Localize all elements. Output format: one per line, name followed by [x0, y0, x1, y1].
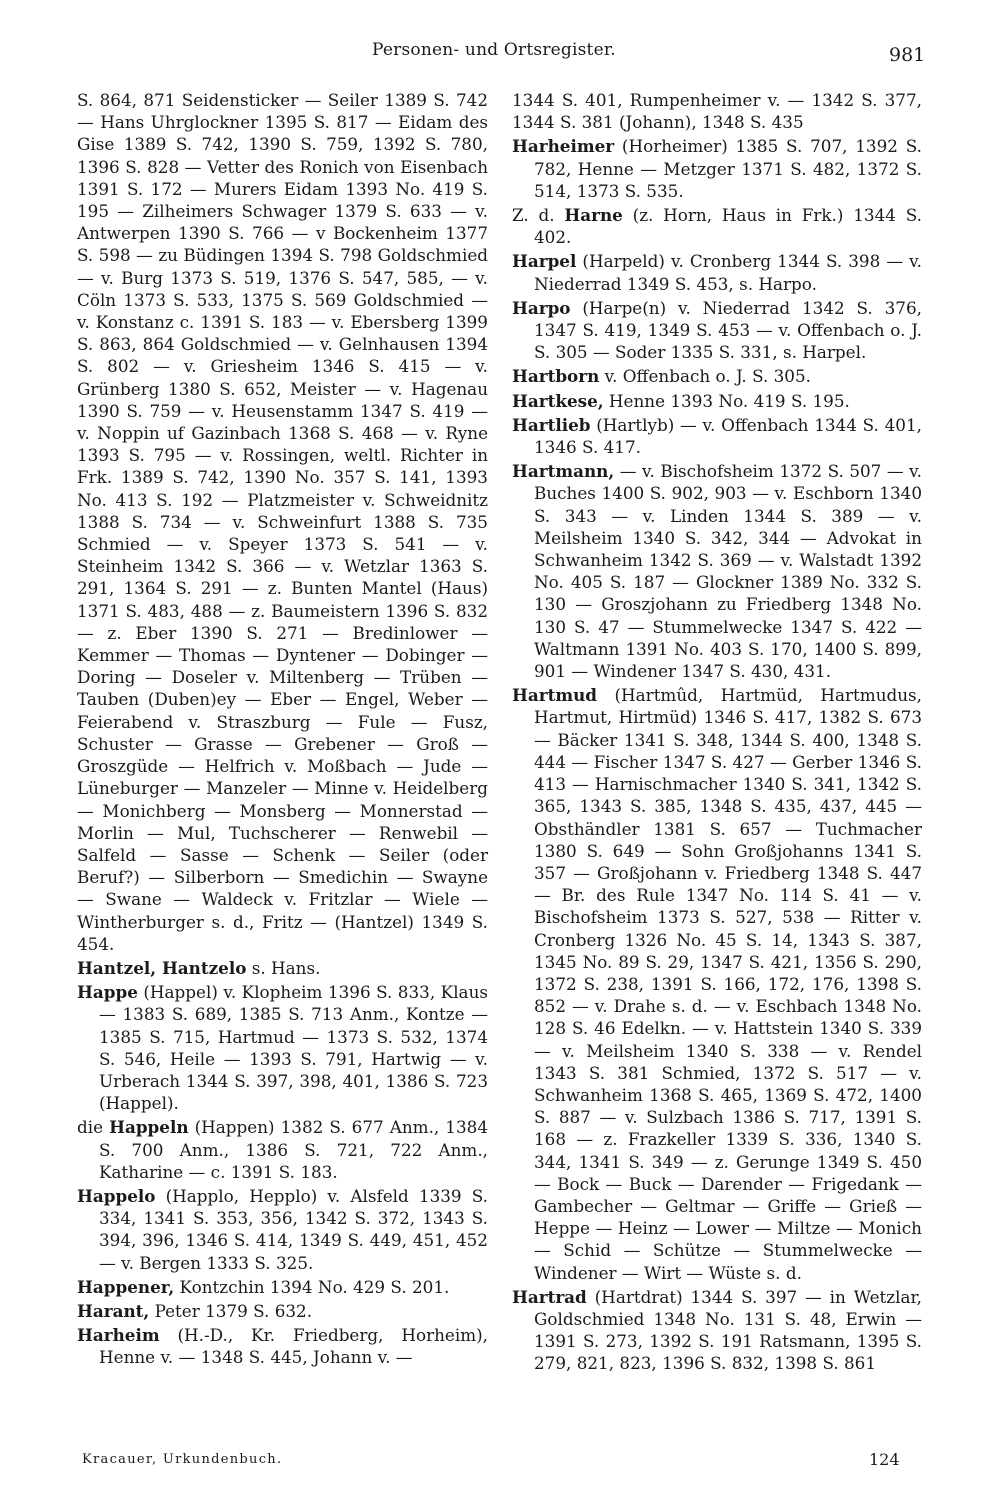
- index-entry: [512, 365, 922, 387]
- entry-keyword: Hartlieb: [512, 414, 591, 435]
- entry-keyword: Hartmann,: [512, 461, 615, 482]
- index-entry: [512, 250, 922, 294]
- entry-text: Henne 1393 No. 419 S. 195.: [603, 390, 850, 411]
- entry-prefix: Z. d.: [512, 205, 565, 226]
- entry-text: — v. Bischofsheim 1372 S. 507 — v. Buches 1400 S. 902, 903 — v. Eschborn 1340 S. 343 — v. Linden 1344 S. 389 — v. Meilsheim 1340 S. 342, 344 — Advokat in Schwanheim 1342 S. 369 — v. Walstadt 1392 No. 405 S. 187 — Glockner 1389 No. 332 S. 130 — Groszjohann zu Friedberg 1348 No. 130 S. 47 — Stummelwecke 1347 S. 422 — Waltmann 1391 No. 403 S. 170, 1400 S. 899, 901 — Windener 1347 S. 430, 431.: [534, 461, 922, 682]
- index-entry: [512, 390, 922, 412]
- entry-keyword: Hartmud: [512, 685, 598, 706]
- entry-keyword: Harpo: [512, 297, 571, 318]
- footer-signature: 124: [869, 1450, 900, 1469]
- entry-keyword: Harheim: [77, 1325, 160, 1346]
- left-column: [77, 89, 488, 1371]
- index-entry: [77, 1300, 488, 1322]
- footer-source: Kracauer, Urkundenbuch.: [82, 1452, 283, 1467]
- entry-text: (Hartmûd, Hartmüd, Hartmudus, Hartmut, Hirtmüd) 1346 S. 417, 1382 S. 673 — Bäcker 1341 S. 348, 1344 S. 400, 1348 S. 444 — Fischer 1347 S. 427 — Gerber 1346 S. 413 — Harnischmacher 1340 S. 341, 1342 S. 365, 1343 S. 385, 1348 S. 435, 437, 445 — Obsthändler 1381 S. 657 — Tuchmacher 1380 S. 649 — Sohn Großjohanns 1341 S. 357 — Großjohann v. Friedberg 1348 S. 447 — Br. des Rule 1347 No. 114 S. 41 — v. Bischofsheim 1373 S. 527, 538 — Ritter v. Cronberg 1326 No. 45 S. 14, 1343 S. 387, 1345 No. 89 S. 29, 1347 S. 421, 1356 S. 290, 1372 S. 238, 1391 S. 166, 172, 176, 1398 S. 852 — v. Drahe s. d. — v. Eschbach 1348 No. 128 S. 46 Edelkn. — v. Hattstein 1340 S. 339 — v. Meilsheim 1340 S. 338 — v. Rendel 1343 S. 381 Schmied, 1372 S. 517 — v. Schwanheim 1368 S. 465, 1369 S. 472, 1400 S. 887 — v. Sulzbach 1386 S. 717, 1391 S. 168 — z. Frazkeller 1339 S. 336, 1340 S. 344, 1341 S. 349 — z. Gerunge 1349 S. 450 — Bock — Buck — Darender — Frigedank — Gambecher — Geltmar — Griffe — Grieß — Heppe — Heinz — Lower — Miltze — Monich — Schid — Schütze — Stummelwecke — Windener — Wirt — Wüste s. d.: [534, 685, 922, 1283]
- entry-keyword: Happeln: [109, 1117, 189, 1138]
- entry-text: (Harpeld) v. Cronberg 1344 S. 398 — v. Niederrad 1349 S. 453, s. Harpo.: [534, 251, 922, 294]
- entry-text: (z. Horn, Haus in Frk.) 1344 S. 402.: [534, 205, 922, 248]
- index-entry: [77, 981, 488, 1114]
- entry-keyword: Happelo: [77, 1185, 156, 1206]
- entry-text: (H.-D., Kr. Friedberg, Horheim), Henne v. — 1348 S. 445, Johann v. —: [99, 1325, 488, 1368]
- index-entry: [512, 460, 922, 682]
- entry-text: (Harpe(n) v. Niederrad 1342 S. 376, 1347 S. 419, 1349 S. 453 — v. Offenbach o. J. S. 305 — Soder 1335 S. 331, s. Harpel.: [534, 297, 922, 363]
- entry-keyword: Hartrad: [512, 1286, 587, 1307]
- entry-keyword: Hartkese,: [512, 390, 604, 411]
- entry-text: (Hartlyb) — v. Offenbach 1344 S. 401, 1346 S. 417.: [534, 414, 922, 458]
- index-entry: [512, 1286, 922, 1375]
- entry-text: (Happlo, Hepplo) v. Alsfeld 1339 S. 334, 1341 S. 353, 356, 1342 S. 372, 1343 S. 394, 396, 1346 S. 414, 1349 S. 449, 451, 452 — v. Bergen 1333 S. 325.: [99, 1185, 488, 1273]
- entry-keyword: Harpel: [512, 251, 577, 272]
- entry-text: Peter 1379 S. 632.: [149, 1300, 313, 1321]
- index-entry: [512, 89, 922, 133]
- index-entry: [77, 1116, 488, 1183]
- index-entry: [512, 297, 922, 364]
- index-entry: [512, 204, 922, 248]
- index-entry: [77, 89, 488, 955]
- entry-prefix: die: [77, 1117, 110, 1138]
- entry-text: 1344 S. 401, Rumpenheimer v. — 1342 S. 377, 1344 S. 381 (Johann), 1348 S. 435: [512, 90, 922, 133]
- index-entry: [512, 414, 922, 458]
- index-entry: [512, 135, 922, 202]
- running-title: Personen- und Ortsregister.: [372, 40, 616, 60]
- entry-keyword: Happe: [77, 982, 138, 1003]
- entry-keyword: Hantzel, Hantzelo: [77, 957, 247, 978]
- entry-text: Kontzchin 1394 No. 429 S. 201.: [174, 1276, 450, 1297]
- entry-keyword: Harheimer: [512, 136, 615, 157]
- page-number: 981: [889, 44, 926, 66]
- index-entry: [77, 1276, 488, 1298]
- entry-keyword: Happener,: [77, 1276, 175, 1297]
- entry-text: (Happen) 1382 S. 677 Anm., 1384 S. 700 Anm., 1386 S. 721, 722 Anm., Katharine — c. 1391 S. 183.: [99, 1117, 488, 1182]
- entry-text: S. 864, 871 Seidensticker — Seiler 1389 S. 742 — Hans Uhrglockner 1395 S. 817 — Eidam des Gise 1389 S. 742, 1390 S. 759, 1392 S. 780, 1396 S. 828 — Vetter des Ronich von Eisenbach 1391 S. 172 — Murers Eidam 1393 No. 419 S. 195 — Zilheimers Schwager 1379 S. 633 — v. Antwerpen 1390 S. 766 — v Bockenheim 1377 S. 598 — zu Büdingen 1394 S. 798 Goldschmied — v. Burg 1373 S. 519, 1376 S. 547, 585, — v. Cöln 1373 S. 533, 1375 S. 569 Goldschmied — v. Konstanz c. 1391 S. 183 — v. Ebersberg 1399 S. 863, 864 Goldschmied — v. Gelnhausen 1394 S. 802 — v. Griesheim 1346 S. 415 — v. Grünberg 1380 S. 652, Meister — v. Hagenau 1390 S. 759 — v. Heusenstamm 1347 S. 419 — v. Noppin uf Gazinbach 1368 S. 468 — v. Ryne 1393 S. 795 — v. Rossingen, weltl. Richter in Frk. 1389 S. 742, 1390 No. 357 S. 141, 1393 No. 413 S. 192 — Platzmeister v. Schweidnitz 1388 S. 734 — v. Schweinfurt 1388 S. 735 Schmied — v. Speyer 1373 S. 541 — v. Steinheim 1342 S. 366 — v. Wetzlar 1363 S. 291, 1364 S. 291 — z. Bunten Mantel (Haus) 1371 S. 483, 488 — z. Baumeistern 1396 S. 832 — z. Eber 1390 S. 271 — Bredinlower — Kemmer — Thomas — Dyntener — Dobinger — Doring — Doseler v. Miltenberg — Trüben — Tauben (Duben)ey — Eber — Engel, Weber — Feierabend v. Straszburg — Fule — Fusz, Schuster — Grasse — Grebener — Groß — Groszgüde — Helfrich v. Moßbach — Jude — Lüneburger — Manzeler — Minne v. Heidelberg — Monichberg — Monsberg — Monnerstad — Morlin — Mul, Tuchscherer — Renwebil — Salfeld — Sasse — Schenk — Seiler (oder Beruf?) — Silberborn — Smedichin — Swayne — Swane — Waldeck v. Fritzlar — Wiele — Wintherburger s. d., Fritz — (Hantzel) 1349 S. 454.: [77, 90, 488, 954]
- entry-text: (Hartdrat) 1344 S. 397 — in Wetzlar, Goldschmied 1348 No. 131 S. 48, Erwin — 1391 S. 273, 1392 S. 191 Ratsmann, 1395 S. 279, 821, 823, 1396 S. 832, 1398 S. 861: [534, 1286, 922, 1374]
- entry-text: v. Offenbach o. J. S. 305.: [599, 366, 811, 387]
- entry-keyword: Harne: [564, 205, 623, 226]
- index-entry: [512, 684, 922, 1283]
- entry-keyword: Harant,: [77, 1300, 150, 1321]
- index-entry: [77, 1185, 488, 1274]
- entry-keyword: Hartborn: [512, 366, 600, 387]
- right-column: [512, 89, 922, 1377]
- entry-text: s. Hans.: [246, 957, 321, 978]
- entry-text: (Happel) v. Klopheim 1396 S. 833, Klaus — 1383 S. 689, 1385 S. 713 Anm., Kontze — 1385 S. 715, Hartmud — 1373 S. 532, 1374 S. 546, Heile — 1393 S. 791, Hartwig — v. Urberach 1344 S. 397, 398, 401, 1386 S. 723 (Happel).: [99, 982, 488, 1114]
- entry-text: (Horheimer) 1385 S. 707, 1392 S. 782, Henne — Metzger 1371 S. 482, 1372 S. 514, 1373 S. 535.: [534, 136, 922, 201]
- index-entry: [77, 1324, 488, 1368]
- index-entry: [77, 957, 488, 979]
